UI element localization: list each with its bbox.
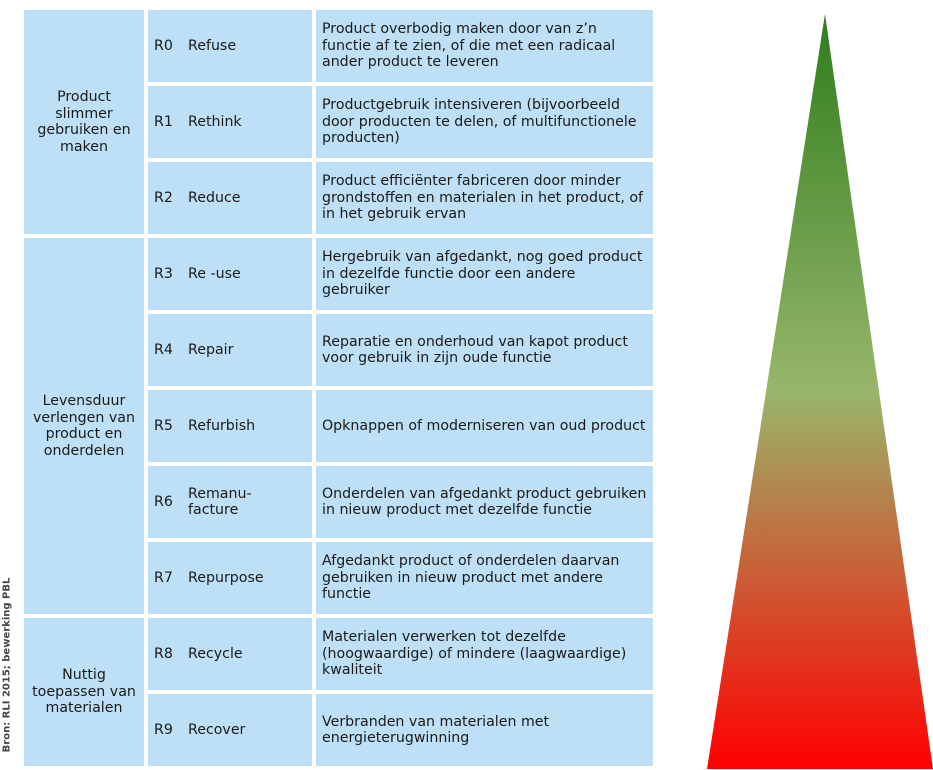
- r-code: R3: [154, 265, 173, 282]
- r-name: Refurbish: [188, 417, 256, 434]
- r-strategy: [146, 464, 314, 540]
- r-name: Remanu-facture: [188, 485, 252, 518]
- r-name: Re -use: [188, 265, 241, 282]
- r-strategy: [146, 540, 314, 616]
- table-row: [22, 236, 655, 312]
- r-code: R9: [154, 721, 173, 738]
- group-label: Levensduur verlengen van product en onderdelen: [22, 236, 146, 616]
- r-ladder-table: [20, 6, 657, 770]
- r-description: Product overbodig maken door van z’n functie af te zien, of die met een radicaal ander product te leveren: [314, 8, 655, 84]
- gradient-triangle-shape: [707, 14, 933, 769]
- r-code: R8: [154, 645, 173, 662]
- r-description: Reparatie en onderhoud van kapot product voor gebruik in zijn oude functie: [314, 312, 655, 388]
- r-strategy: [146, 388, 314, 464]
- r-description: Afgedankt product of onderdelen daarvan gebruiken in nieuw product met andere functie: [314, 540, 655, 616]
- r-strategy: [146, 160, 314, 236]
- r-name: Repair: [188, 341, 234, 358]
- r-name: Recover: [188, 721, 246, 738]
- source-note: [0, 560, 14, 769]
- r-strategy: [146, 692, 314, 768]
- group-label: Nuttig toepassen van materialen: [22, 616, 146, 768]
- r-description: Onderdelen van afgedankt product gebruiken in nieuw product met dezelfde functie: [314, 464, 655, 540]
- r-name: Repurpose: [188, 569, 264, 586]
- r-code: R2: [154, 189, 173, 206]
- r-code: R1: [154, 113, 173, 130]
- source-note-text: Bron: RLI 2015; bewerking PBL: [1, 577, 13, 752]
- r-code: R4: [154, 341, 173, 358]
- r-name: Refuse: [188, 37, 237, 54]
- r-code: R7: [154, 569, 173, 586]
- table-row: [22, 8, 655, 84]
- r-name: Rethink: [188, 113, 242, 130]
- r-strategy: [146, 312, 314, 388]
- r-code: R6: [154, 493, 173, 510]
- r-code: R5: [154, 417, 173, 434]
- r-strategy: [146, 8, 314, 84]
- r-description: Hergebruik van afgedankt, nog goed product in dezelfde functie door een andere gebruiker: [314, 236, 655, 312]
- r-description: Productgebruik intensiveren (bijvoorbeeld door producten te delen, of multifunctionele producten): [314, 84, 655, 160]
- r-name: Recycle: [188, 645, 243, 662]
- r-description: Opknappen of moderniseren van oud product: [314, 388, 655, 464]
- group-label: Product slimmer gebruiken en maken: [22, 8, 146, 236]
- r-description: Product efficiënter fabriceren door minder grondstoffen en materialen in het product, of in het gebruik ervan: [314, 160, 655, 236]
- r-strategy: [146, 236, 314, 312]
- r-description: Verbranden van materialen met energieterugwinning: [314, 692, 655, 768]
- table-row: [22, 616, 655, 692]
- r-description: Materialen verwerken tot dezelfde (hoogwaardige) of mindere (laagwaardige) kwaliteit: [314, 616, 655, 692]
- circularity-gradient-triangle: [707, 14, 933, 769]
- r-name: Reduce: [188, 189, 241, 206]
- r-strategy: [146, 84, 314, 160]
- r-strategy: [146, 616, 314, 692]
- r-code: R0: [154, 37, 173, 54]
